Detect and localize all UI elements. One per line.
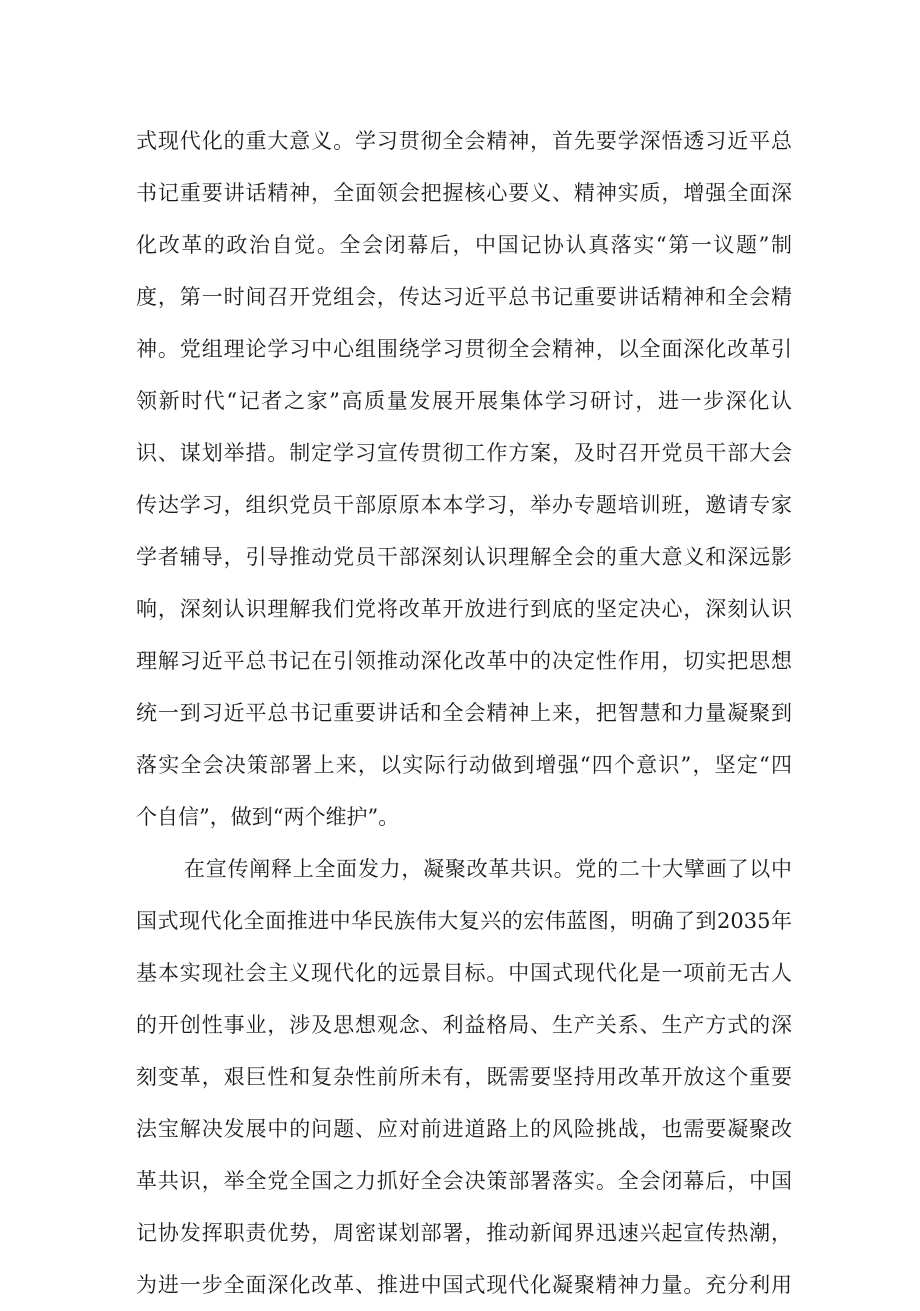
text-line: 响，深刻认识理解我们党将改革开放进行到底的坚定决心，深刻认识 (136, 597, 792, 621)
text-line: 书记重要讲话精神，全面领会把握核心要义、精神实质，增强全面深 (136, 181, 792, 205)
text-line: 识、谋划举措。制定学习宣传贯彻工作方案，及时召开党员干部大会 (136, 441, 792, 465)
text-line: 统一到习近平总书记重要讲话和全会精神上来，把智慧和力量凝聚到 (136, 701, 792, 725)
text-line: 传达学习，组织党员干部原原本本学习，举办专题培训班，邀请专家 (136, 493, 792, 517)
paragraph-first-line: 在宣传阐释上全面发力，凝聚改革共识。党的二十大擘画了以中 (184, 857, 792, 881)
text-line: 度，第一时间召开党组会，传达习近平总书记重要讲话精神和全会精 (136, 285, 792, 309)
text-line: 领新时代“记者之家”高质量发展开展集体学习研讨，进一步深化认 (136, 389, 792, 413)
text-line: 学者辅导，引导推动党员干部深刻认识理解全会的重大意义和深远影 (136, 545, 792, 569)
text-line: 为进一步全面深化改革、推进中国式现代化凝聚精神力量。充分利用 (136, 1273, 792, 1297)
text-line: 法宝解决发展中的问题、应对前进道路上的风险挑战，也需要凝聚改 (136, 1117, 792, 1141)
text-line: 的开创性事业，涉及思想观念、利益格局、生产关系、生产方式的深 (136, 1013, 792, 1037)
text-line: 刻变革，艰巨性和复杂性前所未有，既需要坚持用改革开放这个重要 (136, 1065, 792, 1089)
text-line: 国式现代化全面推进中华民族伟大复兴的宏伟蓝图，明确了到2035年 (136, 909, 792, 933)
text-line: 个自信”，做到“两个维护”。 (136, 805, 400, 829)
text-line: 革共识，举全党全国之力抓好全会决策部署落实。全会闭幕后，中国 (136, 1169, 792, 1193)
text-line: 式现代化的重大意义。学习贯彻全会精神，首先要学深悟透习近平总 (136, 129, 792, 153)
text-line: 理解习近平总书记在引领推动深化改革中的决定性作用，切实把思想 (136, 649, 792, 673)
body-text (136, 115, 792, 1311)
text-line: 化改革的政治自觉。全会闭幕后，中国记协认真落实“第一议题”制 (136, 233, 792, 257)
text-line: 基本实现社会主义现代化的远景目标。中国式现代化是一项前无古人 (136, 961, 792, 985)
text-line: 神。党组理论学习中心组围绕学习贯彻全会精神，以全面深化改革引 (136, 337, 792, 361)
text-line: 记协发挥职责优势，周密谋划部署，推动新闻界迅速兴起宣传热潮， (136, 1221, 792, 1245)
text-line: 落实全会决策部署上来，以实际行动做到增强“四个意识”，坚定“四 (136, 753, 792, 777)
